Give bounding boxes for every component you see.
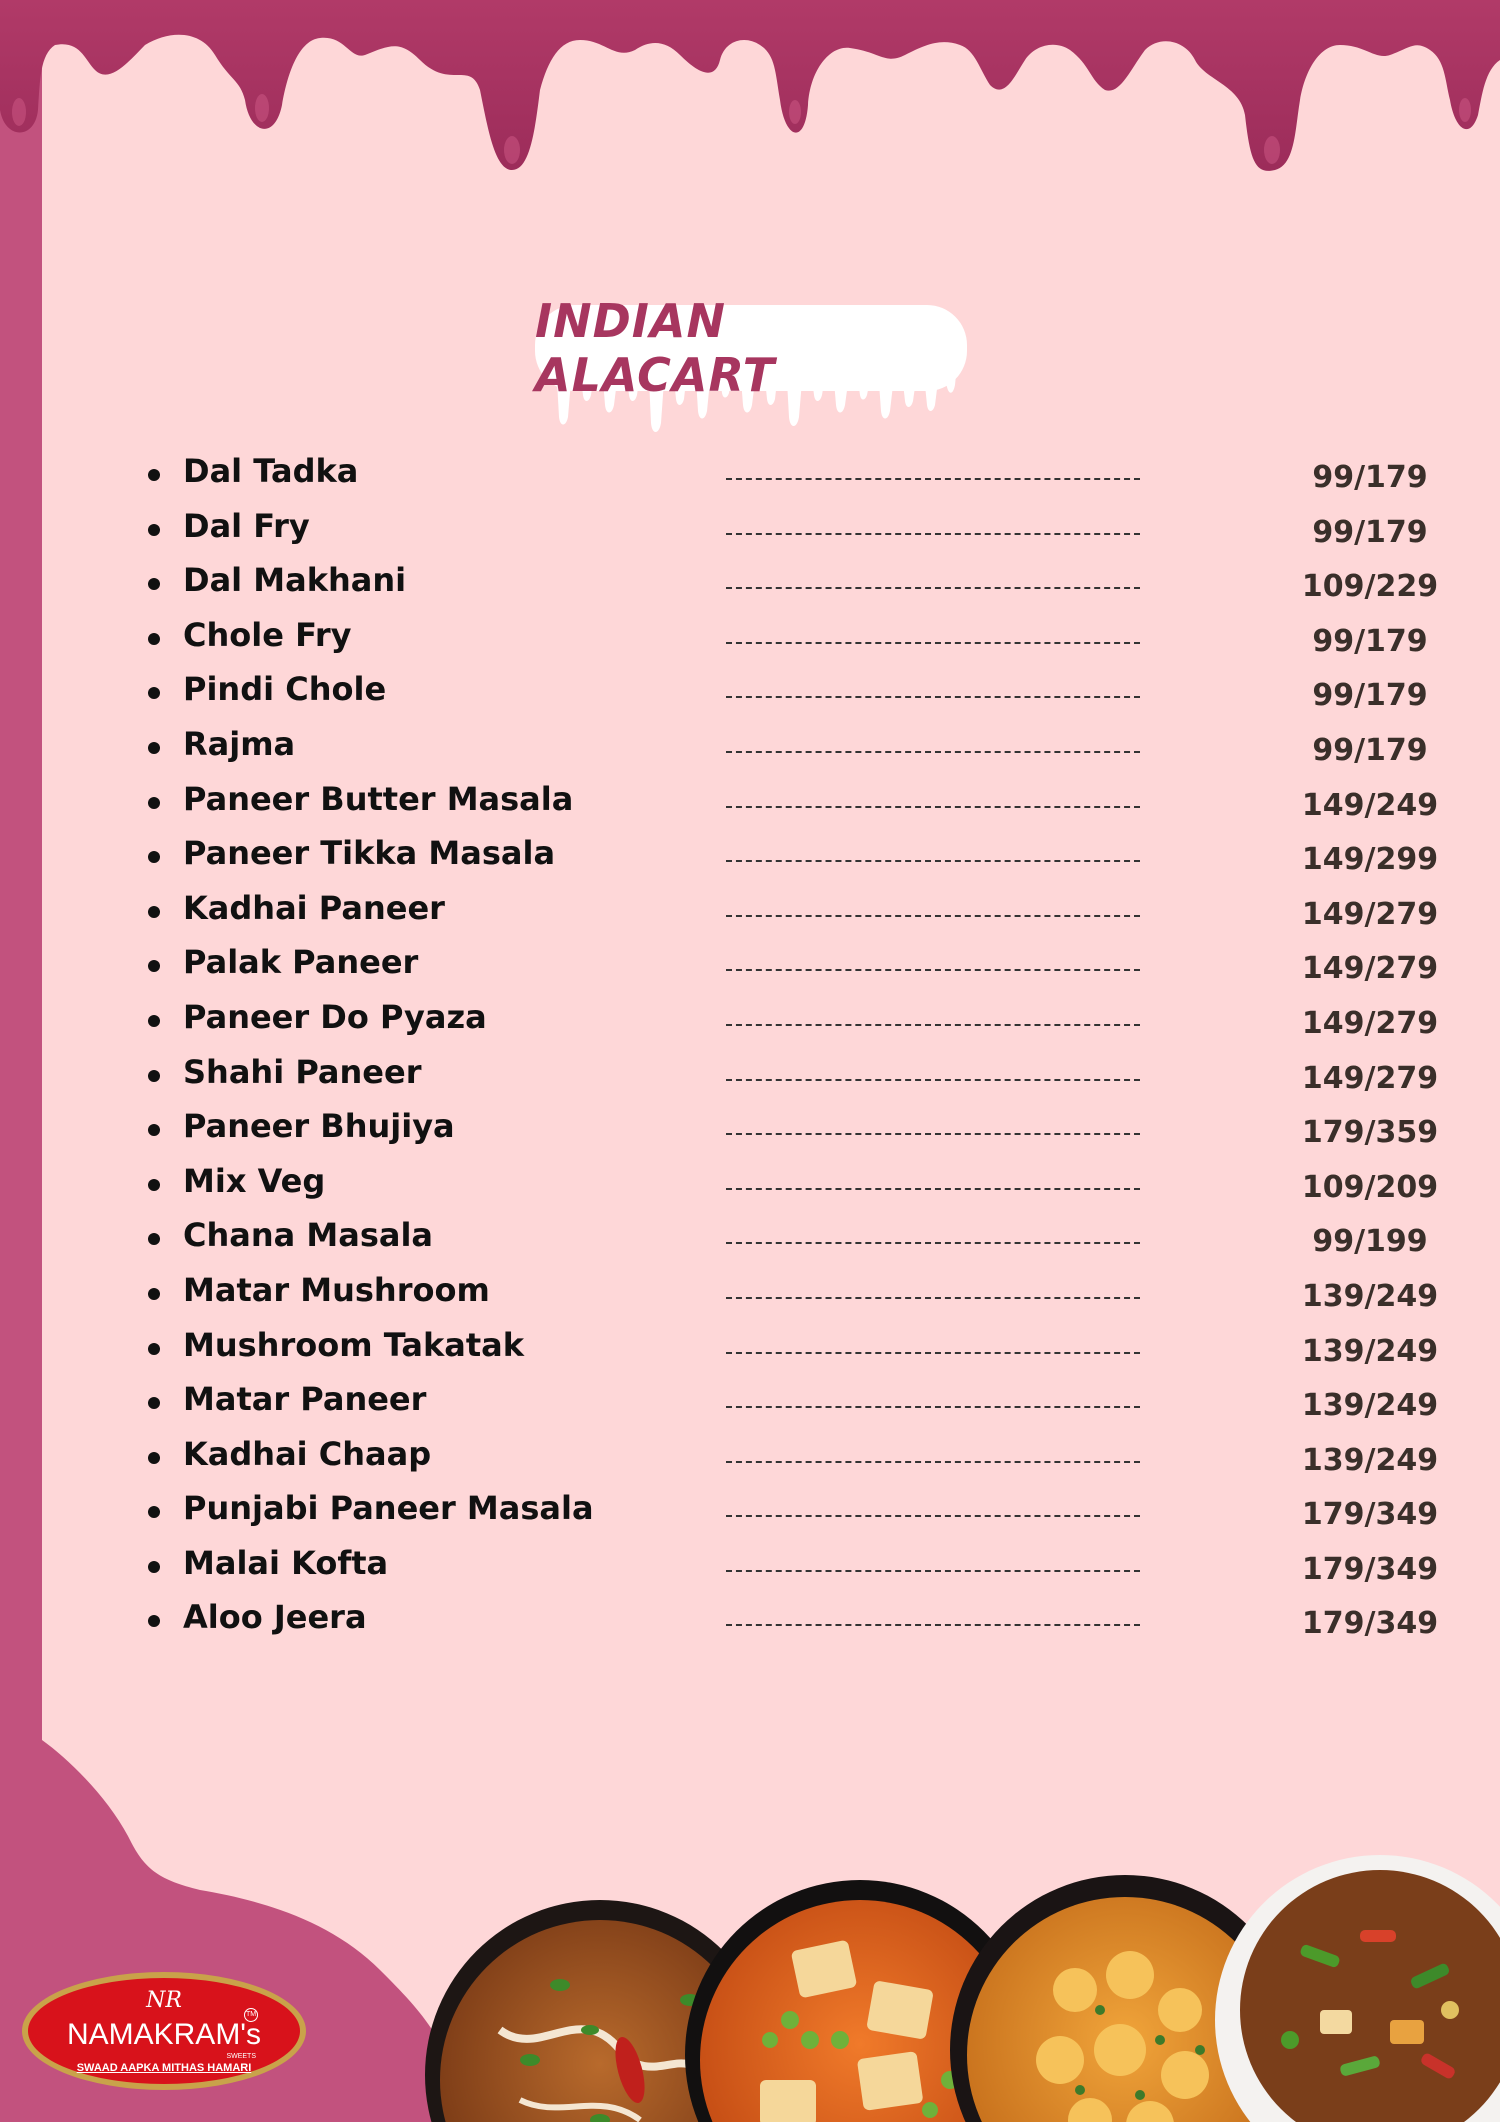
dish-name: Shahi Paneer bbox=[183, 1052, 422, 1091]
dish-name: Pindi Chole bbox=[183, 670, 387, 709]
dish-name: Dal Tadka bbox=[183, 452, 359, 490]
dish-name: Matar Mushroom bbox=[183, 1270, 490, 1309]
logo-monogram: NR bbox=[146, 1988, 182, 2013]
dish-price: 139/249 bbox=[1301, 1333, 1439, 1369]
dish-price: 149/279 bbox=[1301, 1005, 1439, 1041]
dish-price: 139/249 bbox=[1301, 1278, 1439, 1314]
dish-name: Malai Kofta bbox=[183, 1543, 389, 1582]
page-title: INDIAN ALACART bbox=[535, 294, 776, 402]
dish-name: Dal Fry bbox=[183, 506, 310, 545]
dish-price: 99/179 bbox=[1312, 732, 1428, 768]
brand-subtitle: SWEETS bbox=[226, 2053, 256, 2060]
dish-name: Paneer Bhujiya bbox=[183, 1107, 455, 1146]
dish-price: 99/179 bbox=[1312, 460, 1428, 495]
dish-price: 99/199 bbox=[1312, 1224, 1428, 1260]
dish-name: Chole Fry bbox=[183, 615, 352, 654]
dish-name: Chana Masala bbox=[183, 1216, 434, 1255]
dish-price: 149/299 bbox=[1301, 842, 1439, 878]
dish-name: Palak Paneer bbox=[183, 943, 419, 982]
dish-name: Paneer Butter Masala bbox=[183, 779, 574, 818]
dish-price: 99/179 bbox=[1312, 514, 1428, 550]
brand-logo bbox=[22, 1972, 306, 2090]
dish-price: 179/349 bbox=[1301, 1551, 1439, 1587]
dish-price: 139/249 bbox=[1301, 1388, 1439, 1424]
dish-name: Matar Paneer bbox=[183, 1380, 427, 1419]
mix-veg-bowl-image bbox=[1215, 1855, 1500, 2122]
dish-price: 149/279 bbox=[1301, 896, 1439, 932]
dish-name: Dal Makhani bbox=[183, 561, 407, 600]
dish-name: Paneer Tikka Masala bbox=[183, 834, 556, 873]
dish-name: Mix Veg bbox=[183, 1161, 326, 1200]
dish-name: Kadhai Chaap bbox=[183, 1434, 432, 1473]
dish-price: 109/209 bbox=[1301, 1169, 1439, 1205]
dish-price: 99/179 bbox=[1312, 678, 1428, 714]
dish-price: 149/279 bbox=[1301, 1060, 1439, 1096]
dish-price: 149/279 bbox=[1301, 951, 1439, 987]
dish-name: Rajma bbox=[183, 724, 296, 763]
brand-tagline: SWAAD AAPKA MITHAS HAMARI bbox=[76, 2062, 252, 2074]
dish-price: 139/249 bbox=[1301, 1442, 1439, 1478]
dish-price: 179/359 bbox=[1301, 1115, 1439, 1151]
dish-name: Aloo Jeera bbox=[183, 1598, 367, 1637]
dish-price: 109/229 bbox=[1301, 569, 1439, 605]
dish-price: 179/349 bbox=[1301, 1497, 1439, 1533]
dish-price: 149/249 bbox=[1301, 787, 1439, 823]
dish-name: Paneer Do Pyaza bbox=[183, 997, 487, 1036]
dish-name: Punjabi Paneer Masala bbox=[183, 1489, 594, 1528]
brand-name: NAMAKRAM's bbox=[66, 2018, 262, 2051]
dish-name: Mushroom Takatak bbox=[183, 1325, 525, 1364]
dish-price: 179/349 bbox=[1301, 1606, 1439, 1642]
dish-price: 99/179 bbox=[1312, 623, 1428, 659]
trademark-icon: TM bbox=[244, 2008, 258, 2022]
dish-name: Kadhai Paneer bbox=[183, 888, 445, 927]
